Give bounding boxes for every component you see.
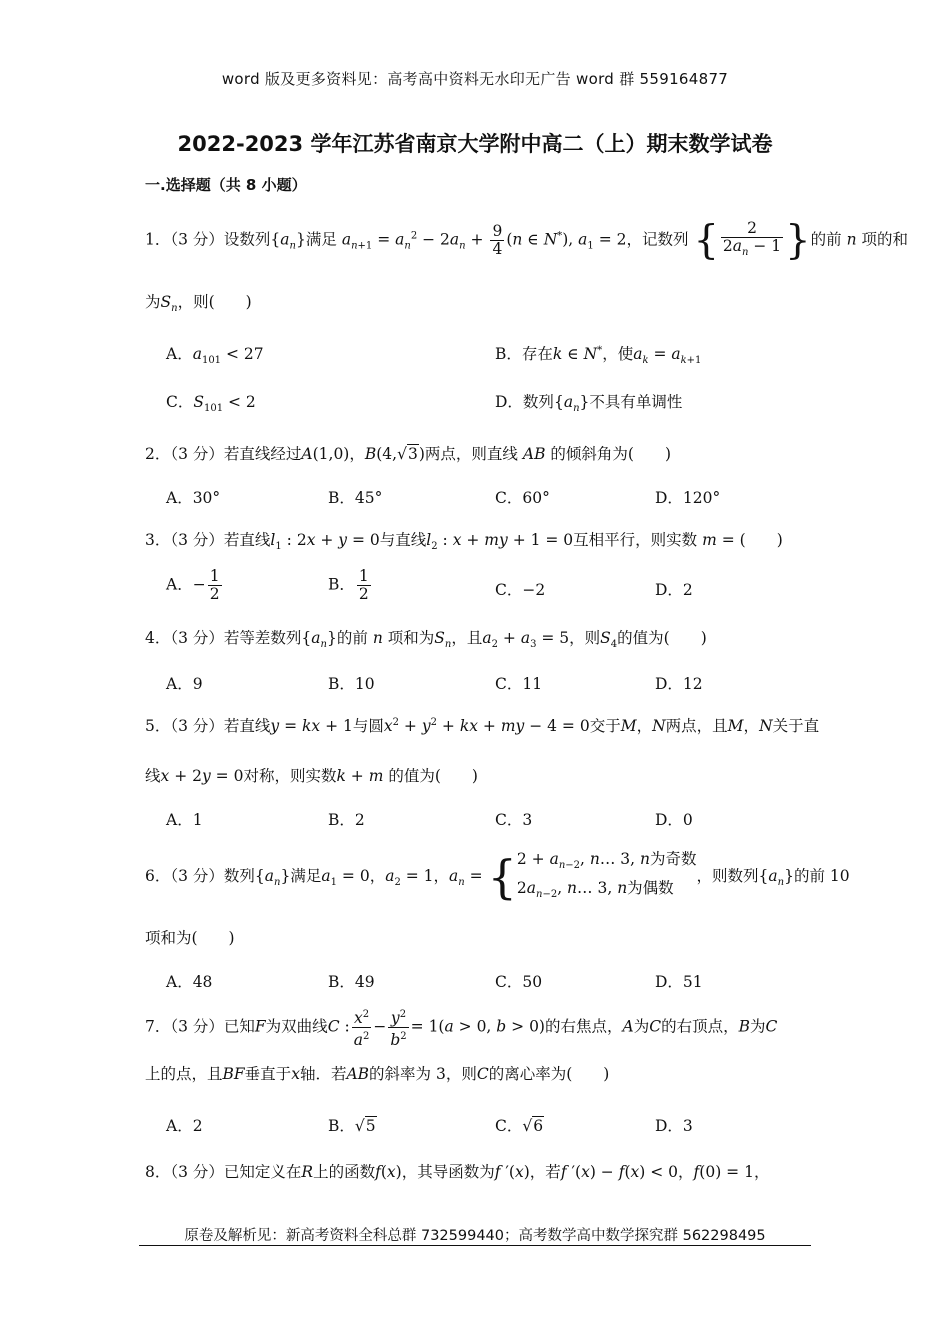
q6-option-c: C．50 (495, 973, 543, 991)
q6-option-d: D．51 (655, 973, 703, 991)
question-6-stem-line2: 项和为( ) (145, 929, 235, 947)
q1-option-a: A．$a_{101} < 27$ (166, 345, 264, 367)
q4-option-b: B．10 (328, 675, 375, 693)
q6-option-b: B．49 (328, 973, 375, 991)
question-1-stem-line2: 为$S_n$，则( ) (145, 293, 252, 315)
q3-option-a: A．− $\frac{1}{2}$ (166, 567, 220, 603)
q7-option-d: D．3 (655, 1117, 693, 1135)
q2-option-b: B．45° (328, 489, 383, 507)
question-1-stem: 1．（3 分）设数列$\{a_n\}$满足 $a_{n+1} = a_n^2 - 2a_n$ + $\frac{9}{4}$ (n ∈ N*), $a_1 = 2$，记数列 { $\frac{2}{2a_n - 1}$ }的前 n 项的和 (145, 217, 909, 264)
q7-option-a: A．2 (166, 1117, 203, 1135)
question-4-stem: 4．（3 分）若等差数列$\{a_n\}$的前 n 项和为$S_n$，且$a_2 + a_3 = 5$，则$S_4$的值为( ) (145, 629, 707, 651)
question-3-stem: 3．（3 分）若直线$l_1$ : 2x + y = 0与直线$l_2$ : x + my + 1 = 0互相平行，则实数 m = ( ) (145, 531, 783, 553)
page-header: word 版及更多资料见：高考高中资料无水印无广告 word 群 559164877 (221, 70, 729, 88)
q4-option-d: D．12 (655, 675, 703, 693)
q1-option-d: D．数列$\{a_n\}$不具有单调性 (495, 393, 683, 415)
question-8-stem: 8．（3 分）已知定义在R上的函数f(x)，其导函数为f ′(x)，若f ′(x) − f(x) < 0，f(0) = 1， (145, 1163, 770, 1181)
q2-option-d: D．120° (655, 489, 721, 507)
question-5-stem-line2: 线x + 2y = 0对称，则实数k + m 的值为( ) (145, 767, 478, 785)
q3-option-d: D．2 (655, 581, 693, 599)
q5-option-d: D．0 (655, 811, 693, 829)
q2-option-a: A．30° (166, 489, 221, 507)
q1-option-c: C．$S_{101} < 2$ (166, 393, 256, 415)
question-5-stem: 5．（3 分）若直线y = kx + 1与圆$x^2 + y^2$ + kx + my − 4 = 0交于M，N两点，且M，N关于直 (145, 716, 820, 735)
q3-option-c: C．−2 (495, 581, 546, 599)
question-2-stem: 2．（3 分）若直线经过A(1,0)，B(4,√3)两点，则直线 AB 的倾斜角为( ) (145, 445, 672, 463)
question-7-stem: 7．（3 分）已知F为双曲线C : $\frac{x^2}{a^2}$ − $\frac{y^2}{b^2}$ = 1(a > 0, b > 0)的右焦点，A为C的右顶点，B为C (145, 1006, 777, 1049)
q1-option-b: B．存在k ∈ N*，使$a_k = a_{k+1}$ (495, 344, 702, 367)
q7-option-c: C．√6 (495, 1117, 544, 1135)
question-6-stem: 6．（3 分）数列$\{a_n\}$满足$a_1 = 0$，$a_2 = 1$，$a_n$ = { $2 + a_{n-2}$, n… 3, n为奇数 $2a_{n-2}$, n… 3, n为偶数 ，则数列$\{a_n\}$的前 10 (145, 850, 850, 905)
q5-option-a: A．1 (166, 811, 203, 829)
q2-option-c: C．60° (495, 489, 550, 507)
q7-option-b: B．√5 (328, 1117, 376, 1135)
q4-option-a: A．9 (166, 675, 203, 693)
q5-option-b: B．2 (328, 811, 365, 829)
q4-option-c: C．11 (495, 675, 543, 693)
question-7-stem-line2: 上的点，且BF垂直于x轴．若AB的斜率为 3，则C的离心率为( ) (145, 1065, 610, 1083)
q5-option-c: C．3 (495, 811, 533, 829)
q3-option-b: B． $\frac{1}{2}$ (328, 567, 369, 603)
footer-divider (139, 1245, 811, 1246)
page-footer: 原卷及解析见：新高考资料全科总群 732599440；高考数学高中数学探究群 562298495 (184, 1228, 766, 1244)
section-heading: 一.选择题（共 8 小题） (145, 176, 307, 194)
q6-option-a: A．48 (166, 973, 213, 991)
exam-title: 2022-2023 学年江苏省南京大学附中高二（上）期末数学试卷 (177, 132, 773, 156)
